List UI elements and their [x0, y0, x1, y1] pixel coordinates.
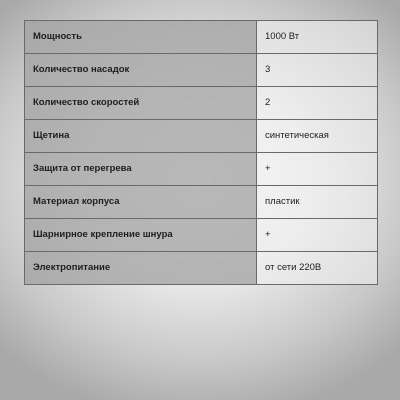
- spec-value: от сети 220В: [257, 252, 378, 285]
- spec-value: +: [257, 219, 378, 252]
- spec-name: Защита от перегрева: [25, 153, 257, 186]
- spec-value: 2: [257, 87, 378, 120]
- table-row: [25, 21, 378, 54]
- spec-name: Мощность: [25, 21, 257, 54]
- table-row: [25, 153, 378, 186]
- spec-name: Щетина: [25, 120, 257, 153]
- table-row: [25, 252, 378, 285]
- table-row: [25, 219, 378, 252]
- spec-value: пластик: [257, 186, 378, 219]
- spec-name: Шарнирное крепление шнура: [25, 219, 257, 252]
- table-row: [25, 186, 378, 219]
- spec-name: Материал корпуса: [25, 186, 257, 219]
- spec-value: +: [257, 153, 378, 186]
- specifications-table: [24, 20, 378, 285]
- spec-value: 1000 Вт: [257, 21, 378, 54]
- spec-name: Количество скоростей: [25, 87, 257, 120]
- table-row: [25, 54, 378, 87]
- table-row: [25, 120, 378, 153]
- spec-value: синтетическая: [257, 120, 378, 153]
- spec-name: Количество насадок: [25, 54, 257, 87]
- spec-name: Электропитание: [25, 252, 257, 285]
- spec-value: 3: [257, 54, 378, 87]
- table-row: [25, 87, 378, 120]
